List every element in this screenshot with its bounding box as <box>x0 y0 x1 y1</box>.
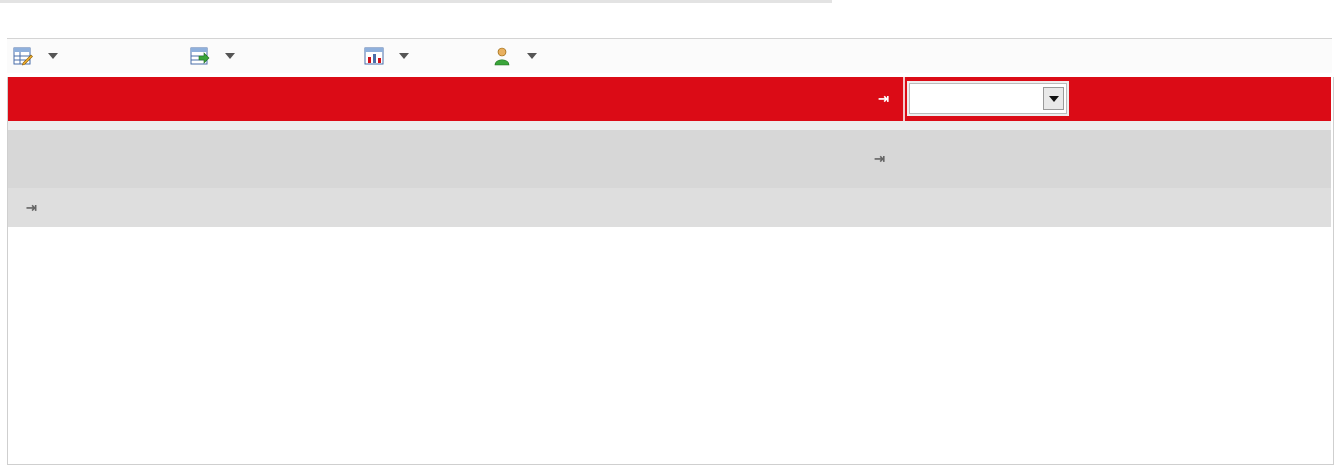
esportazioni-menu[interactable] <box>190 45 235 67</box>
pivot-arrow-icon: ⇥ <box>878 91 889 106</box>
tipo-dato-header-row <box>8 188 1331 227</box>
export-icon <box>190 46 210 66</box>
chart-icon <box>364 46 384 66</box>
pivot-arrow-icon: ⇥ <box>26 200 37 215</box>
chevron-down-icon[interactable] <box>527 53 537 59</box>
chevron-down-icon[interactable] <box>48 53 58 59</box>
chevron-down-icon[interactable] <box>225 53 235 59</box>
territorio-dimension[interactable] <box>878 90 897 107</box>
page-title <box>7 2 25 30</box>
top-divider <box>0 0 832 3</box>
tempo-dimension[interactable] <box>874 150 893 167</box>
toolbar <box>7 38 1332 73</box>
grafici-menu[interactable] <box>364 45 409 67</box>
pivot-arrow-icon: ⇥ <box>874 151 885 166</box>
territorio-bar <box>8 77 1331 121</box>
personalizza-menu[interactable] <box>13 45 58 67</box>
territorio-select[interactable] <box>909 83 1067 114</box>
tipo-dato-dimension[interactable] <box>26 199 45 216</box>
dropdown-arrow-icon[interactable] <box>1043 87 1064 110</box>
la-tua-interrogazione-menu[interactable] <box>492 45 537 67</box>
data-grid <box>7 77 1334 465</box>
tempo-header-row <box>8 130 1331 188</box>
divider <box>903 77 905 121</box>
spacer <box>8 121 1331 130</box>
chevron-down-icon[interactable] <box>399 53 409 59</box>
user-query-icon <box>492 46 512 66</box>
customize-icon <box>13 46 33 66</box>
